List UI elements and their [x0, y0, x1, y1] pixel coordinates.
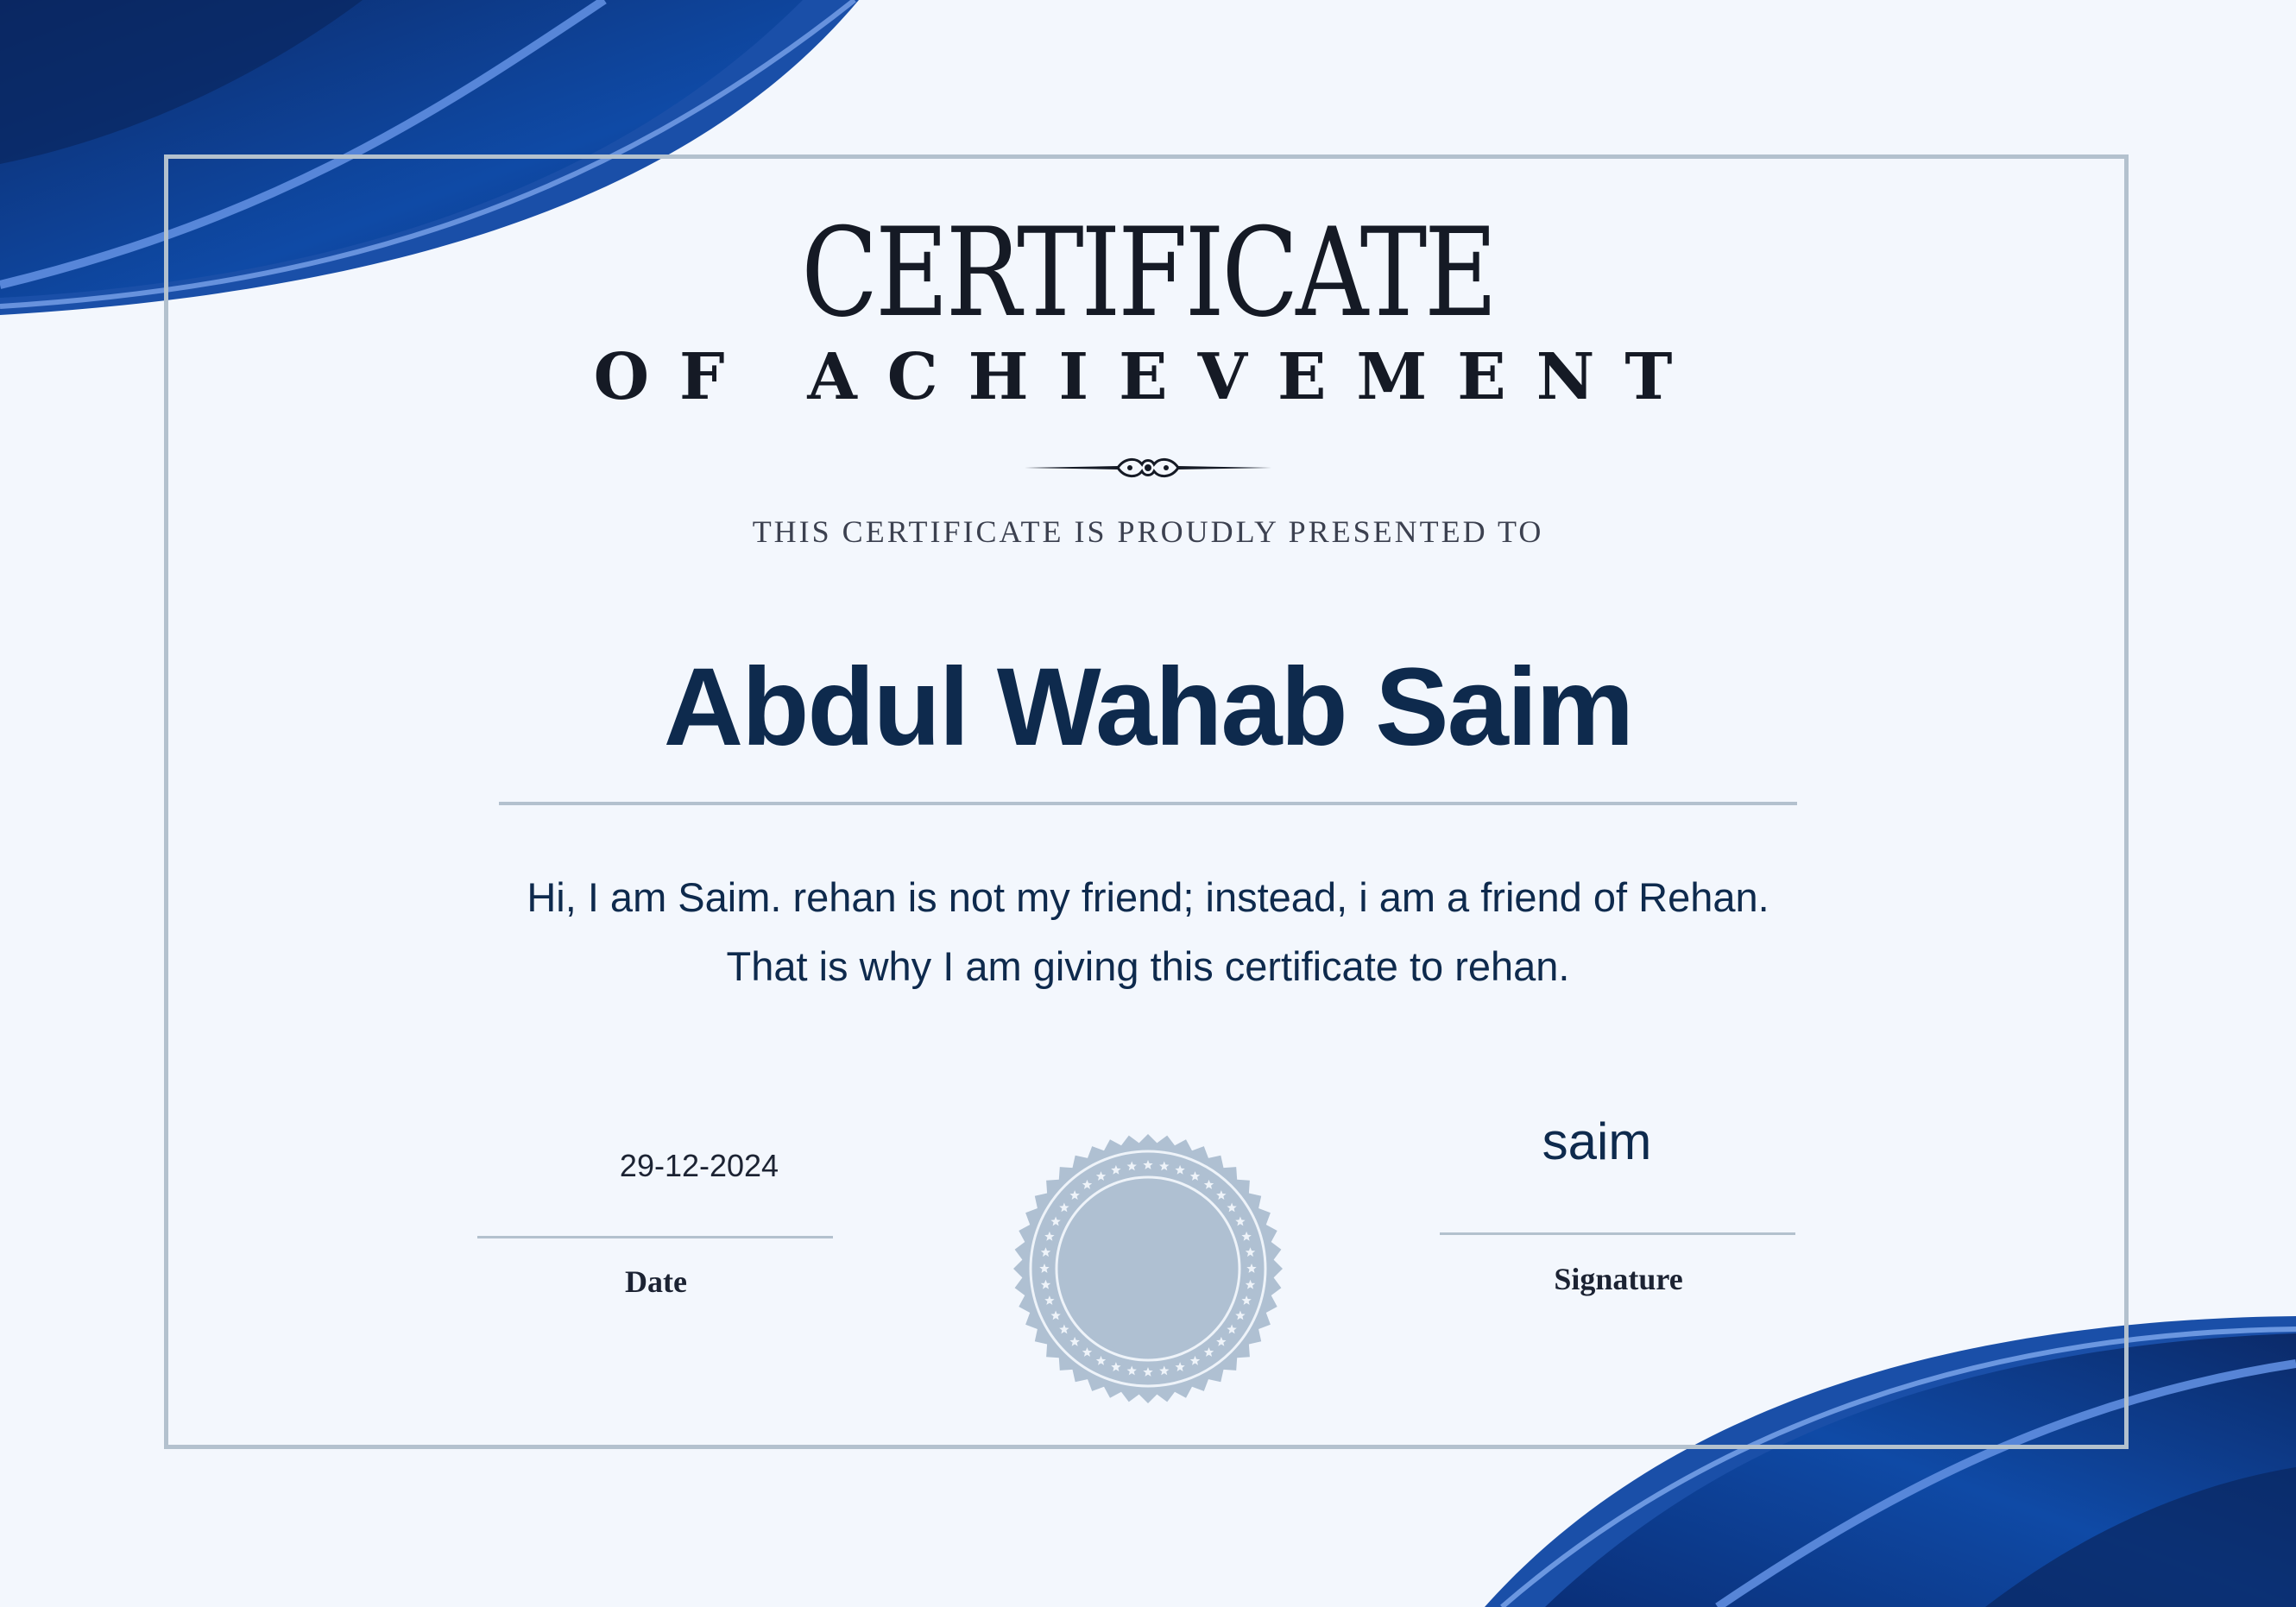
flourish-divider-icon	[1023, 453, 1273, 482]
message-line: That is why I am giving this certificate to rehan.	[726, 943, 1570, 989]
date-value: 29-12-2024	[619, 1148, 779, 1183]
certificate-subtitle: OF ACHIEVEMENT	[593, 340, 1703, 414]
date-label: Date	[625, 1264, 687, 1299]
date-line	[477, 1236, 833, 1238]
certificate-message	[371, 863, 1925, 1001]
message-line: Hi, I am Saim. rehan is not my friend; instead, i am a friend of Rehan.	[527, 874, 1769, 920]
signature-value: saim	[1542, 1112, 1652, 1170]
certificate-title: CERTIFICATE	[801, 202, 1495, 344]
award-seal-icon	[1010, 1131, 1286, 1407]
signature-label: Signature	[1554, 1262, 1683, 1296]
signature-line	[1440, 1232, 1795, 1235]
presented-to-line: THIS CERTIFICATE IS PROUDLY PRESENTED TO	[752, 514, 1544, 549]
recipient-name: Abdul Wahab Saim	[663, 646, 1633, 769]
name-underline	[499, 802, 1797, 805]
